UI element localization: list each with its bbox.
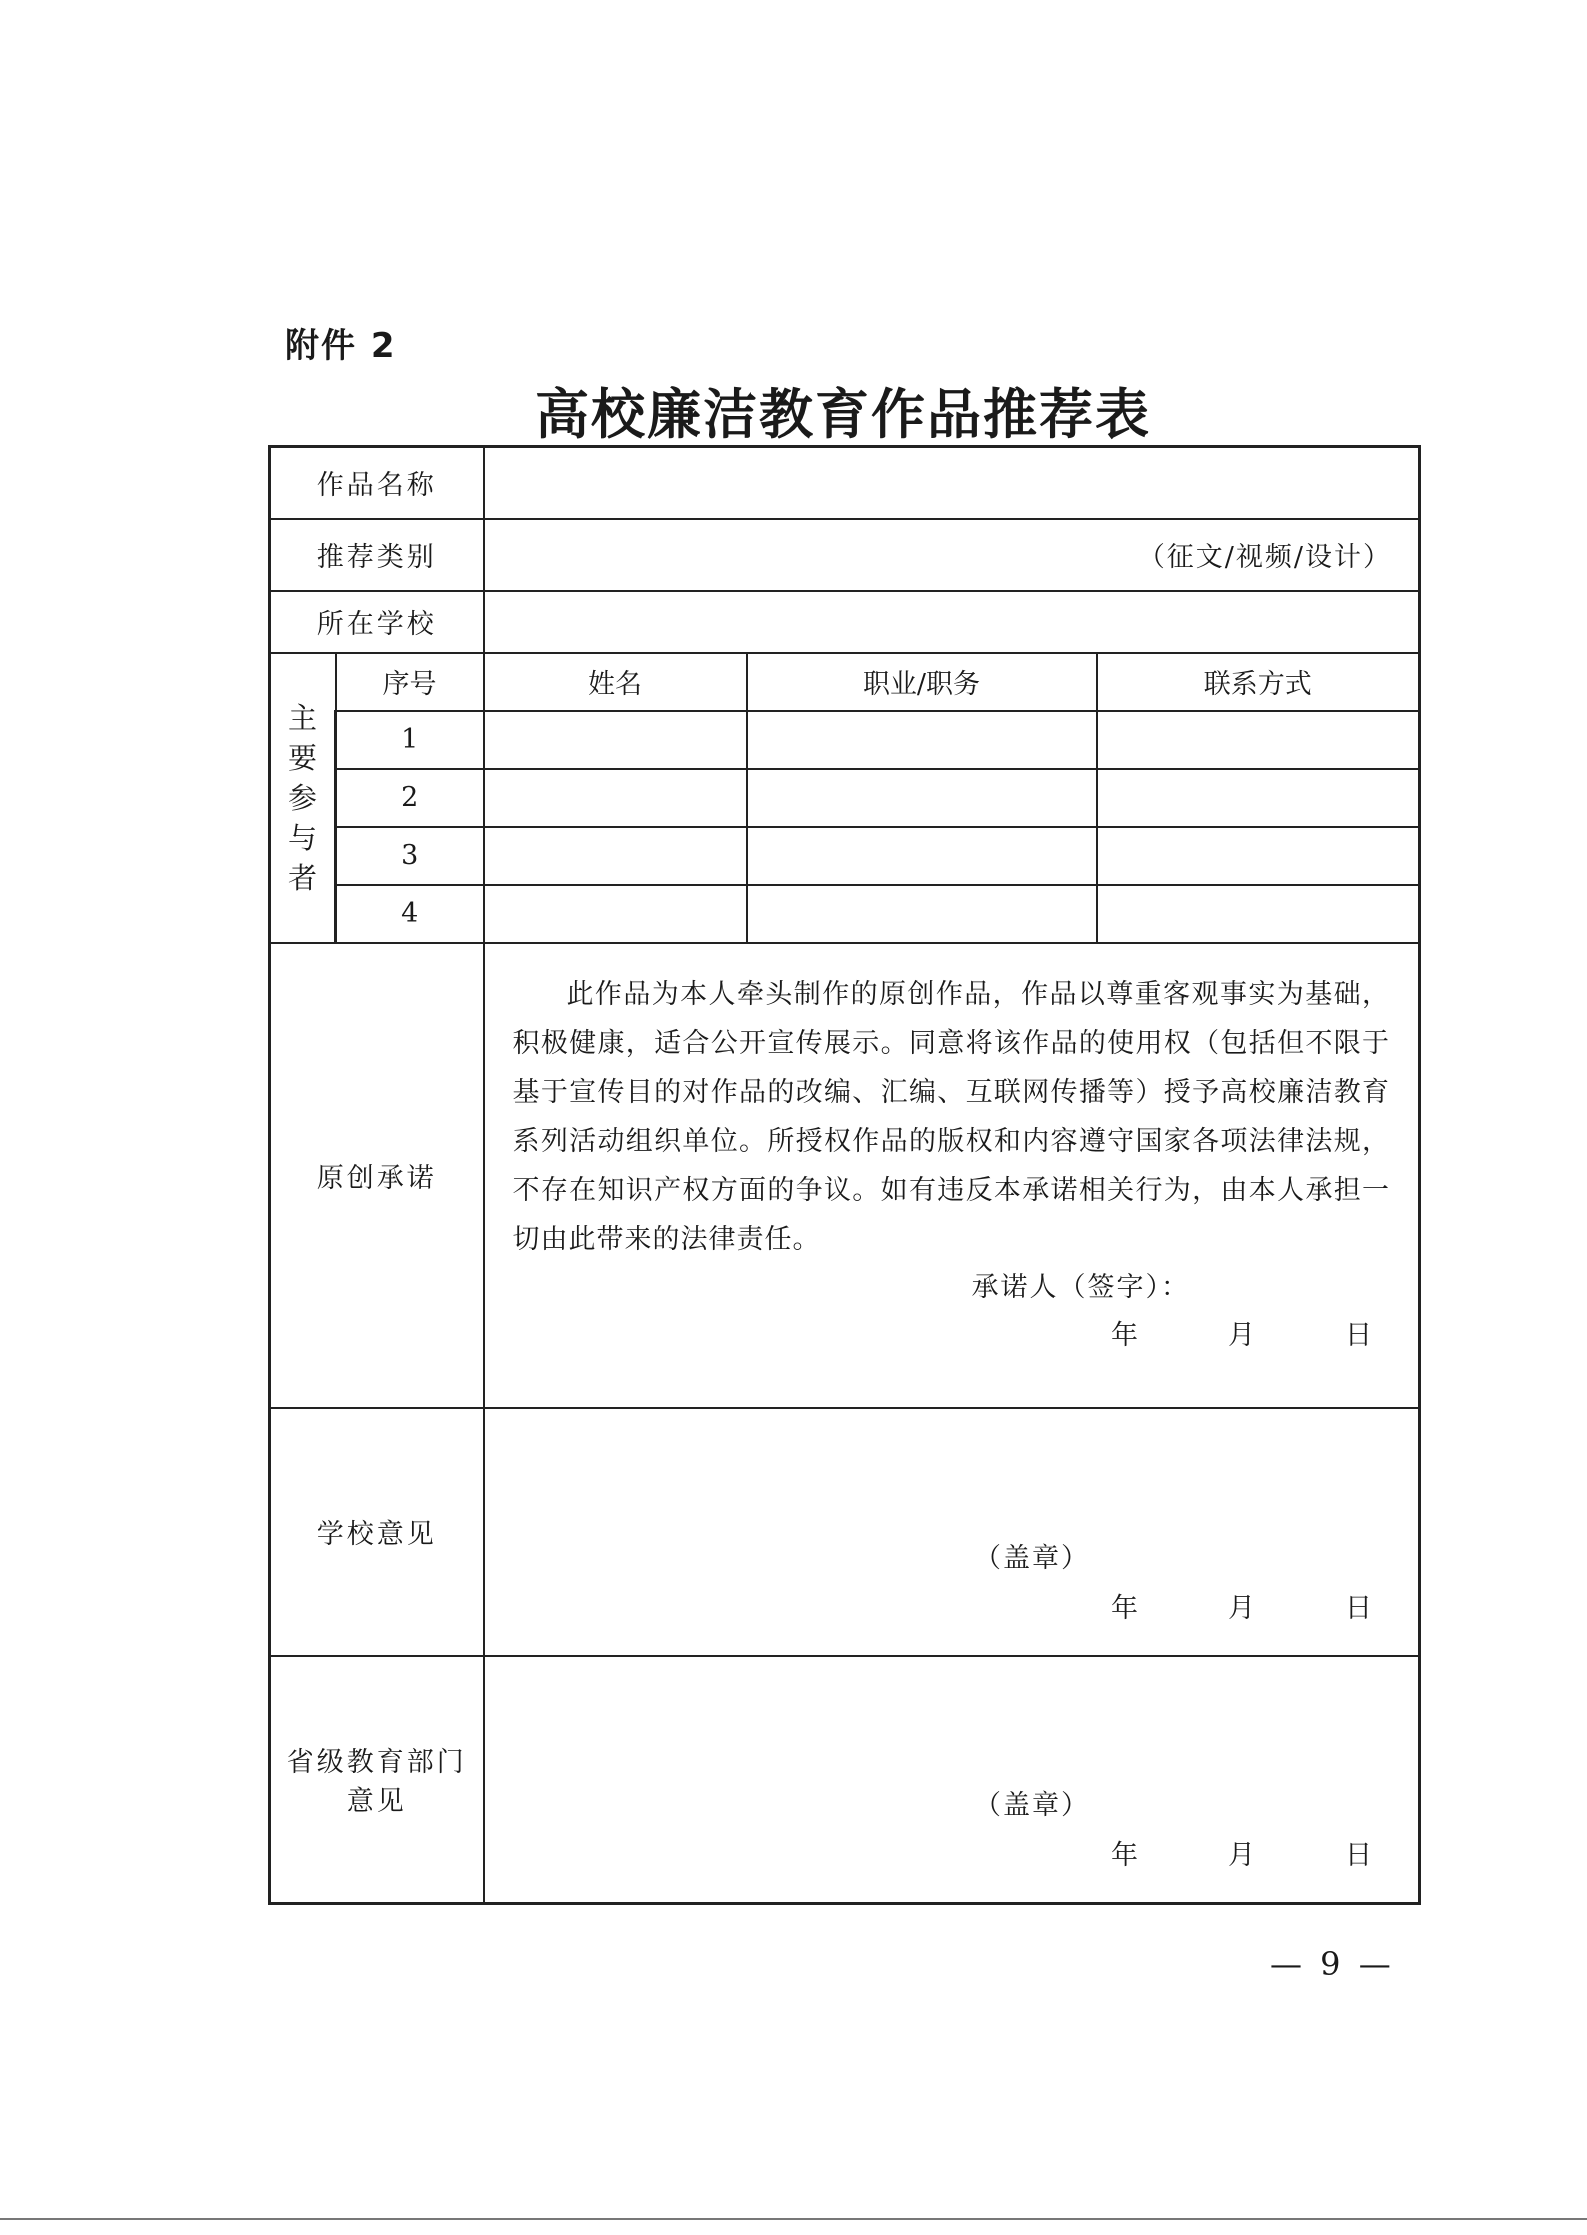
participant-number: 2	[336, 769, 484, 827]
participant-name-field[interactable]	[484, 711, 747, 769]
province-opinion-label: 省级教育部门 意见	[270, 1656, 484, 1904]
province-opinion-field[interactable]	[484, 1656, 1420, 1904]
province-seal: （盖章）	[974, 1790, 1091, 1821]
participants-label: 主 要 参 与 者	[270, 653, 336, 943]
bottom-divider	[0, 2218, 1587, 2220]
category-label: 推荐类别	[270, 519, 484, 591]
header-index: 序号	[336, 653, 484, 711]
work-name-label: 作品名称	[270, 447, 484, 519]
participant-occupation-field[interactable]	[747, 827, 1097, 885]
participant-contact-field[interactable]	[1097, 827, 1420, 885]
school-opinion-date[interactable]: 年 月 日	[1111, 1592, 1373, 1624]
participant-number: 4	[336, 885, 484, 943]
participant-number: 1	[336, 711, 484, 769]
participant-occupation-field[interactable]	[747, 885, 1097, 943]
pledge-label: 原创承诺	[270, 943, 484, 1408]
pledge-signature: 承诺人（签字）：	[971, 1271, 1191, 1303]
document-title: 高校廉洁教育作品推荐表	[535, 382, 1151, 446]
participant-name-field[interactable]	[484, 827, 747, 885]
school-opinion-label: 学校意见	[270, 1408, 484, 1656]
participant-number: 3	[336, 827, 484, 885]
school-opinion-field[interactable]	[484, 1408, 1420, 1656]
participant-name-field[interactable]	[484, 769, 747, 827]
recommendation-form	[268, 445, 1421, 1905]
participant-contact-field[interactable]	[1097, 711, 1420, 769]
header-occupation: 职业/职务	[747, 653, 1097, 711]
participant-occupation-field[interactable]	[747, 711, 1097, 769]
school-field[interactable]	[484, 591, 1420, 653]
pledge-text: 此作品为本人牵头制作的原创作品，作品以尊重客观事实为基础，积极健康，适合公开宣传展示。同意将该作品的使用权（包括但不限于基于宣传目的对作品的改编、汇编、互联网传播等）授予高校廉洁教育系列活动组织单位。所授权作品的版权和内容遵守国家各项法律法规，不存在知识产权方面的争议。如有违反本承诺相关行为，由本人承担一切由此带来的法律责任。	[512, 978, 1391, 1255]
participant-contact-field[interactable]	[1097, 885, 1420, 943]
province-opinion-date[interactable]: 年 月 日	[1111, 1840, 1373, 1871]
category-field[interactable]	[484, 519, 1420, 591]
participant-contact-field[interactable]	[1097, 769, 1420, 827]
school-label: 所在学校	[270, 591, 484, 653]
pledge-date[interactable]: 年 月 日	[1111, 1319, 1373, 1351]
category-hint: （征文/视频/设计）	[1137, 542, 1393, 573]
participant-occupation-field[interactable]	[747, 769, 1097, 827]
header-contact: 联系方式	[1097, 653, 1420, 711]
page-number: — 9 —	[1270, 1945, 1395, 1983]
attachment-label: 附件 2	[285, 326, 397, 366]
school-seal: （盖章）	[974, 1542, 1091, 1574]
participant-name-field[interactable]	[484, 885, 747, 943]
header-name: 姓名	[484, 653, 747, 711]
pledge-section	[484, 943, 1420, 1408]
work-name-field[interactable]	[484, 447, 1420, 519]
